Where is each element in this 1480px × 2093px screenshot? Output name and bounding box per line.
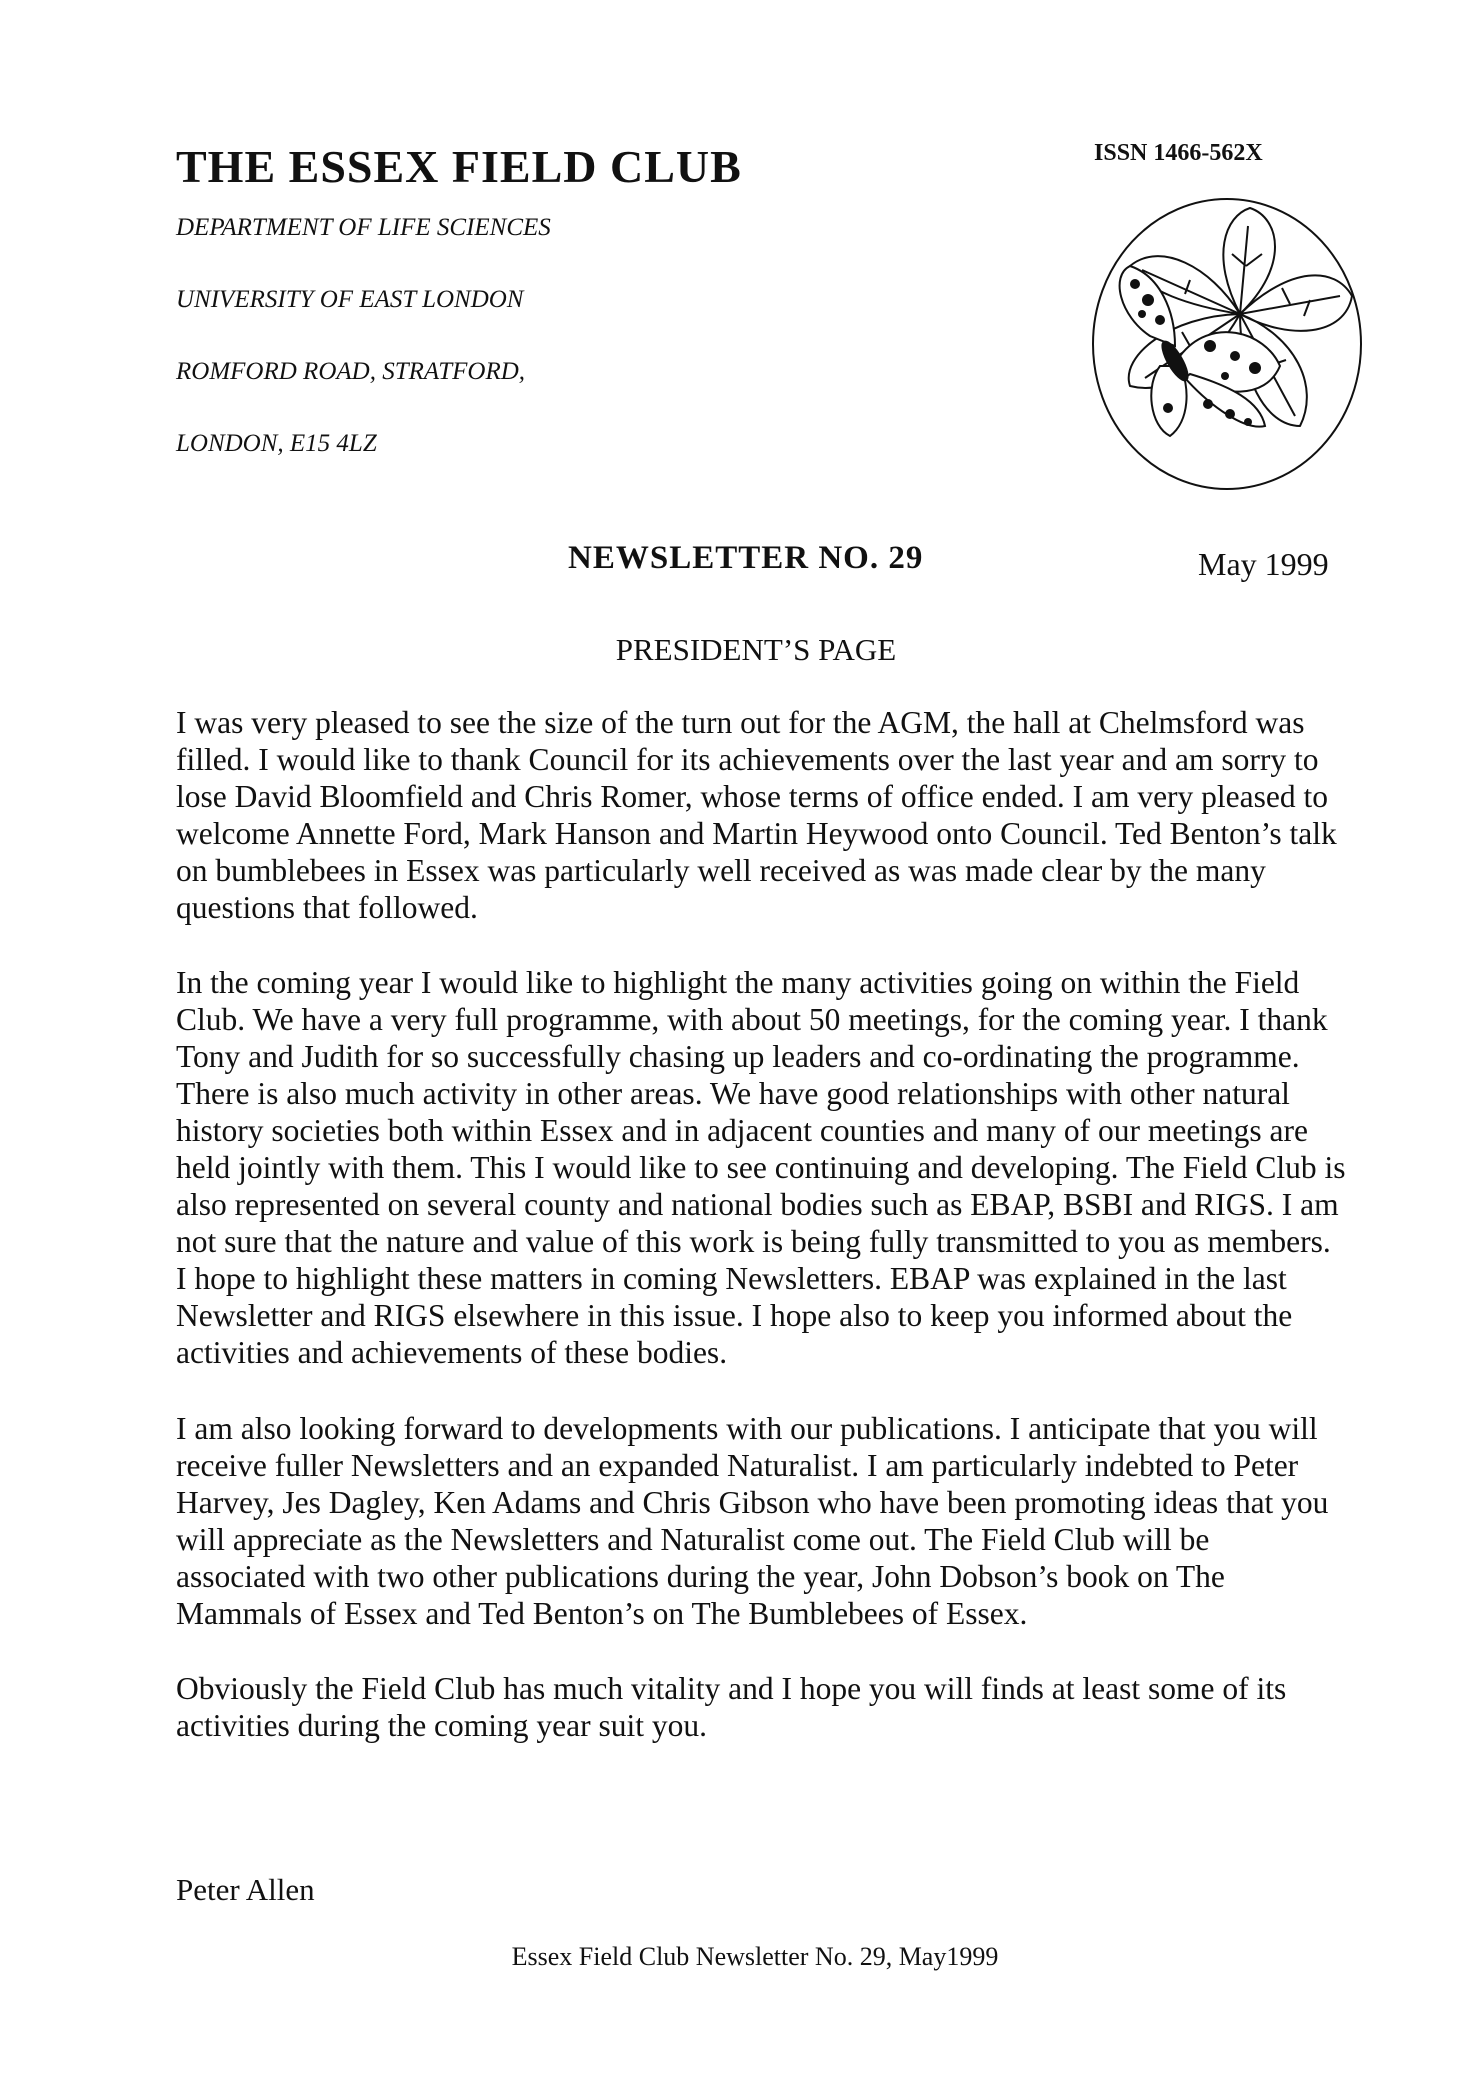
- address-road: ROMFORD ROAD, STRATFORD,: [176, 358, 526, 385]
- article-paragraph-4: [176, 1670, 1346, 1744]
- signature: Peter Allen: [176, 1872, 315, 1907]
- newsletter-number: NEWSLETTER NO. 29: [568, 540, 924, 576]
- page-footer: Essex Field Club Newsletter No. 29, May1999: [511, 1942, 999, 1971]
- paragraph-text: In the coming year I would like to highlight the many activities going on within the Field Club. We have a very full programme, with about 50 meetings, for the coming year. I thank Tony and Judith for so successfully chasing up leaders and co-ordinating the programme. There is also much activity in other areas. We have good relationships with other natural history societies both within Essex and in adjacent counties and many of our meetings are held jointly with them. This I would like to see continuing and developing. The Field Club is also represented on several county and national bodies such as EBAP, BSBI and RIGS. I am not sure that the nature and value of this work is being fully transmitted to you as members. I hope to highlight these matters in coming Newsletters. EBAP was explained in the last Newsletter and RIGS elsewhere in this issue. I hope also to keep you informed about the activities and achievements of these bodies.: [176, 965, 1346, 1370]
- issn-number: ISSN 1466-562X: [1094, 140, 1263, 166]
- club-title: THE ESSEX FIELD CLUB: [176, 141, 742, 192]
- article-paragraph-1: [176, 704, 1346, 926]
- address-department: DEPARTMENT OF LIFE SCIENCES: [176, 214, 551, 241]
- article-paragraph-3: [176, 1410, 1346, 1632]
- paragraph-text: I am also looking forward to developments with our publications. I anticipate that you will receive fuller Newsletters and an expanded Naturalist. I am particularly indebted to Peter Harvey, Jes Dagley, Ken Adams and Chris Gibson who have been promoting ideas that you will appreciate as the Newsletters and Naturalist come out. The Field Club will be associated with two other publications during the year, John Dobson’s book on The Mammals of Essex and Ted Benton’s on The Bumblebees of Essex.: [176, 1411, 1329, 1631]
- paragraph-text: I was very pleased to see the size of the turn out for the AGM, the hall at Chelmsford was filled. I would like to thank Council for its achievements over the last year and am sorry to lose David Bloomfield and Chris Romer, whose terms of office ended. I am very pleased to welcome Annette Ford, Mark Hanson and Martin Heywood onto Council. Ted Benton’s talk on bumblebees in Essex was particularly well received as was made clear by the many questions that followed.: [176, 705, 1337, 925]
- section-heading: PRESIDENT’S PAGE: [615, 632, 897, 667]
- issue-date: May 1999: [1198, 546, 1329, 582]
- butterfly-on-leaf-logo-icon: [1090, 196, 1364, 492]
- paragraph-text: Obviously the Field Club has much vitality and I hope you will finds at least some of its activities during the coming year suit you.: [176, 1671, 1287, 1743]
- article-paragraph-2: [176, 964, 1346, 1371]
- address-city-postcode: LONDON, E15 4LZ: [176, 430, 377, 457]
- address-university: UNIVERSITY OF EAST LONDON: [176, 286, 524, 313]
